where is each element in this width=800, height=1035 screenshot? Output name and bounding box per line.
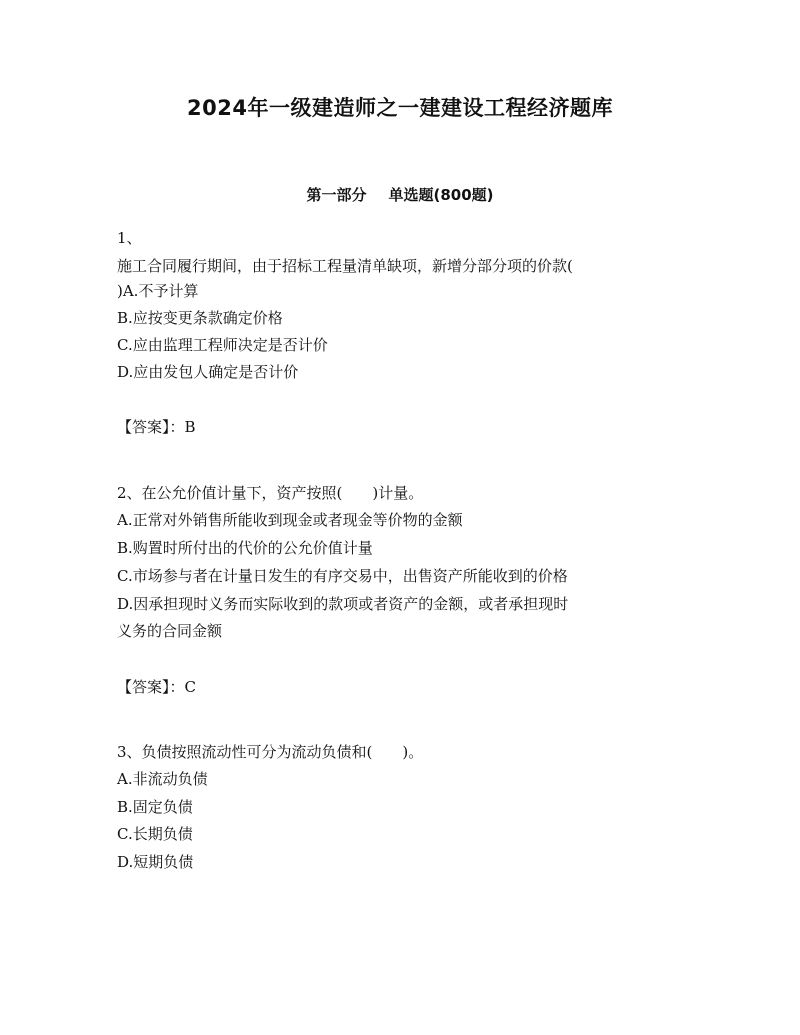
question-2-option-c: C.市场参与者在计量日发生的有序交易中，出售资产所能收到的价格	[117, 567, 568, 585]
question-2-option-d: D.因承担现时义务而实际收到的款项或者资产的金额，或者承担现时	[117, 595, 569, 613]
question-2-option-d-cont: 义务的合同金额	[117, 622, 223, 640]
question-1-option-c: C.应由监理工程师决定是否计价	[117, 336, 328, 354]
section-name: 单选题(800题)	[388, 186, 494, 204]
question-1-answer: 【答案】：B	[117, 418, 196, 436]
question-3-option-b: B.固定负债	[117, 798, 193, 816]
question-1-option-d: D.应由发包人确定是否计价	[117, 363, 299, 381]
question-2-option-a: A.正常对外销售所能收到现金或者现金等价物的金额	[117, 511, 463, 529]
question-3-option-c: C.长期负债	[117, 825, 193, 843]
document-title: 2024年一级建造师之一建建设工程经济题库	[187, 96, 613, 120]
question-3-option-d: D.短期负债	[117, 853, 194, 871]
question-1-option-b: B.应按变更条款确定价格	[117, 309, 283, 327]
question-1-number: 1、	[117, 229, 142, 247]
question-2-answer: 【答案】：C	[117, 678, 196, 696]
question-3-stem: 3、负债按照流动性可分为流动负债和( )。	[117, 743, 424, 761]
question-1-option-a: )A.不予计算	[117, 282, 199, 300]
section-part: 第一部分	[306, 186, 367, 204]
question-1-stem: 施工合同履行期间，由于招标工程量清单缺项，新增分部分项的价款(	[117, 257, 573, 275]
section-heading	[0, 184, 800, 205]
question-3-option-a: A.非流动负债	[117, 770, 208, 788]
question-2-stem: 2、在公允价值计量下，资产按照( )计量。	[117, 484, 424, 502]
question-2-option-b: B.购置时所付出的代价的公允价值计量	[117, 539, 373, 557]
